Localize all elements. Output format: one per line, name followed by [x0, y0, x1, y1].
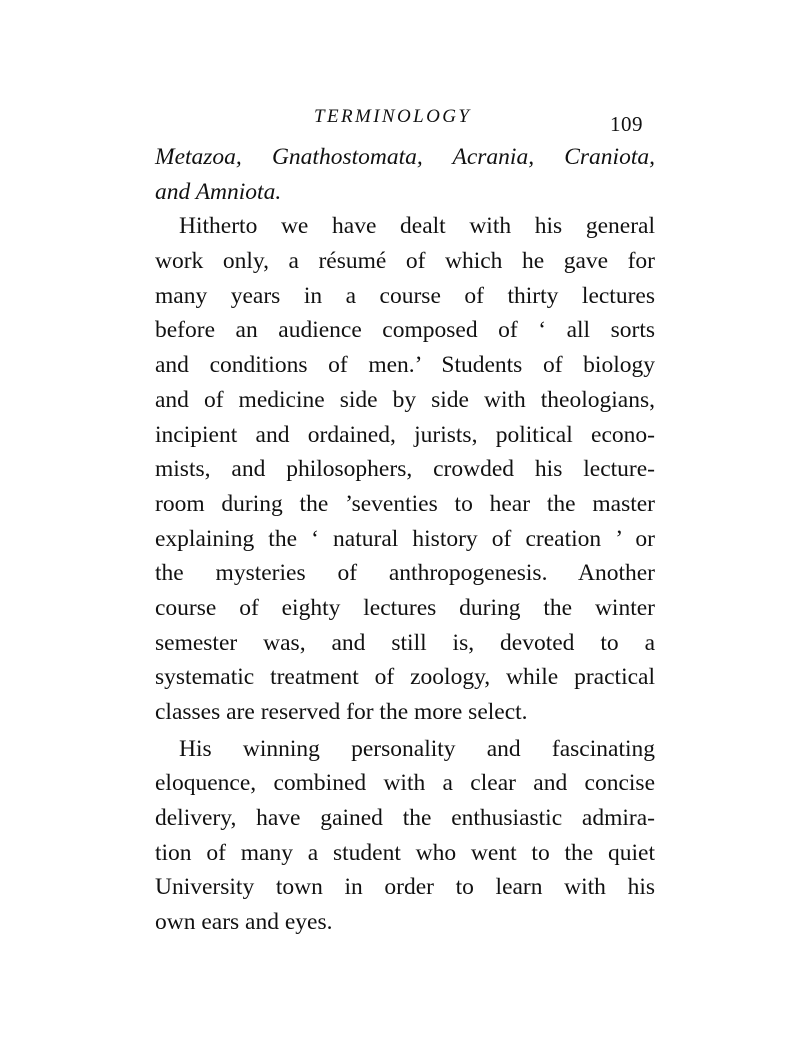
running-title: TERMINOLOGY	[314, 106, 472, 127]
text-line: incipient and ordained, jurists, political econo-	[155, 421, 655, 448]
text-line: and conditions of men.’ Students of biology	[155, 352, 655, 379]
text-line: tion of many a student who went to the quiet	[155, 839, 655, 866]
paragraph-1	[155, 209, 655, 729]
text-line: course of eighty lectures during the winter	[155, 594, 655, 621]
paragraph-2	[155, 732, 655, 940]
text-line: University town in order to learn with his	[155, 874, 655, 901]
running-head	[0, 106, 800, 136]
text-line: room during the ’seventies to hear the master	[155, 490, 655, 517]
text-line: and Amniota.	[155, 178, 282, 205]
text-line: and of medicine side by side with theologians,	[155, 386, 655, 413]
text-line: the mysteries of anthropogenesis. Another	[155, 560, 655, 587]
text-line: before an audience composed of ‘ all sorts	[155, 317, 655, 344]
body-text	[155, 140, 655, 940]
text-line: delivery, have gained the enthusiastic admira-	[155, 805, 655, 832]
page-number: 109	[610, 112, 643, 136]
text-line: work only, a résumé of which he gave for	[155, 248, 655, 275]
text-line: many years in a course of thirty lectures	[155, 282, 655, 309]
continuation-paragraph	[155, 140, 655, 209]
text-line: semester was, and still is, devoted to a	[155, 629, 655, 656]
text-line: Metazoa, Gnathostomata, Acrania, Craniota,	[155, 144, 655, 170]
text-line: eloquence, combined with a clear and concise	[155, 770, 655, 797]
text-line: Hitherto we have dealt with his general	[179, 213, 655, 240]
text-line: His winning personality and fascinating	[179, 735, 655, 762]
text-line: classes are reserved for the more select.	[155, 699, 528, 725]
text-line: mists, and philosophers, crowded his lecture-	[155, 456, 655, 483]
text-line: systematic treatment of zoology, while practical	[155, 664, 655, 691]
text-line: explaining the ‘ natural history of creation ’ or	[155, 525, 655, 552]
text-line: own ears and eyes.	[155, 909, 333, 936]
